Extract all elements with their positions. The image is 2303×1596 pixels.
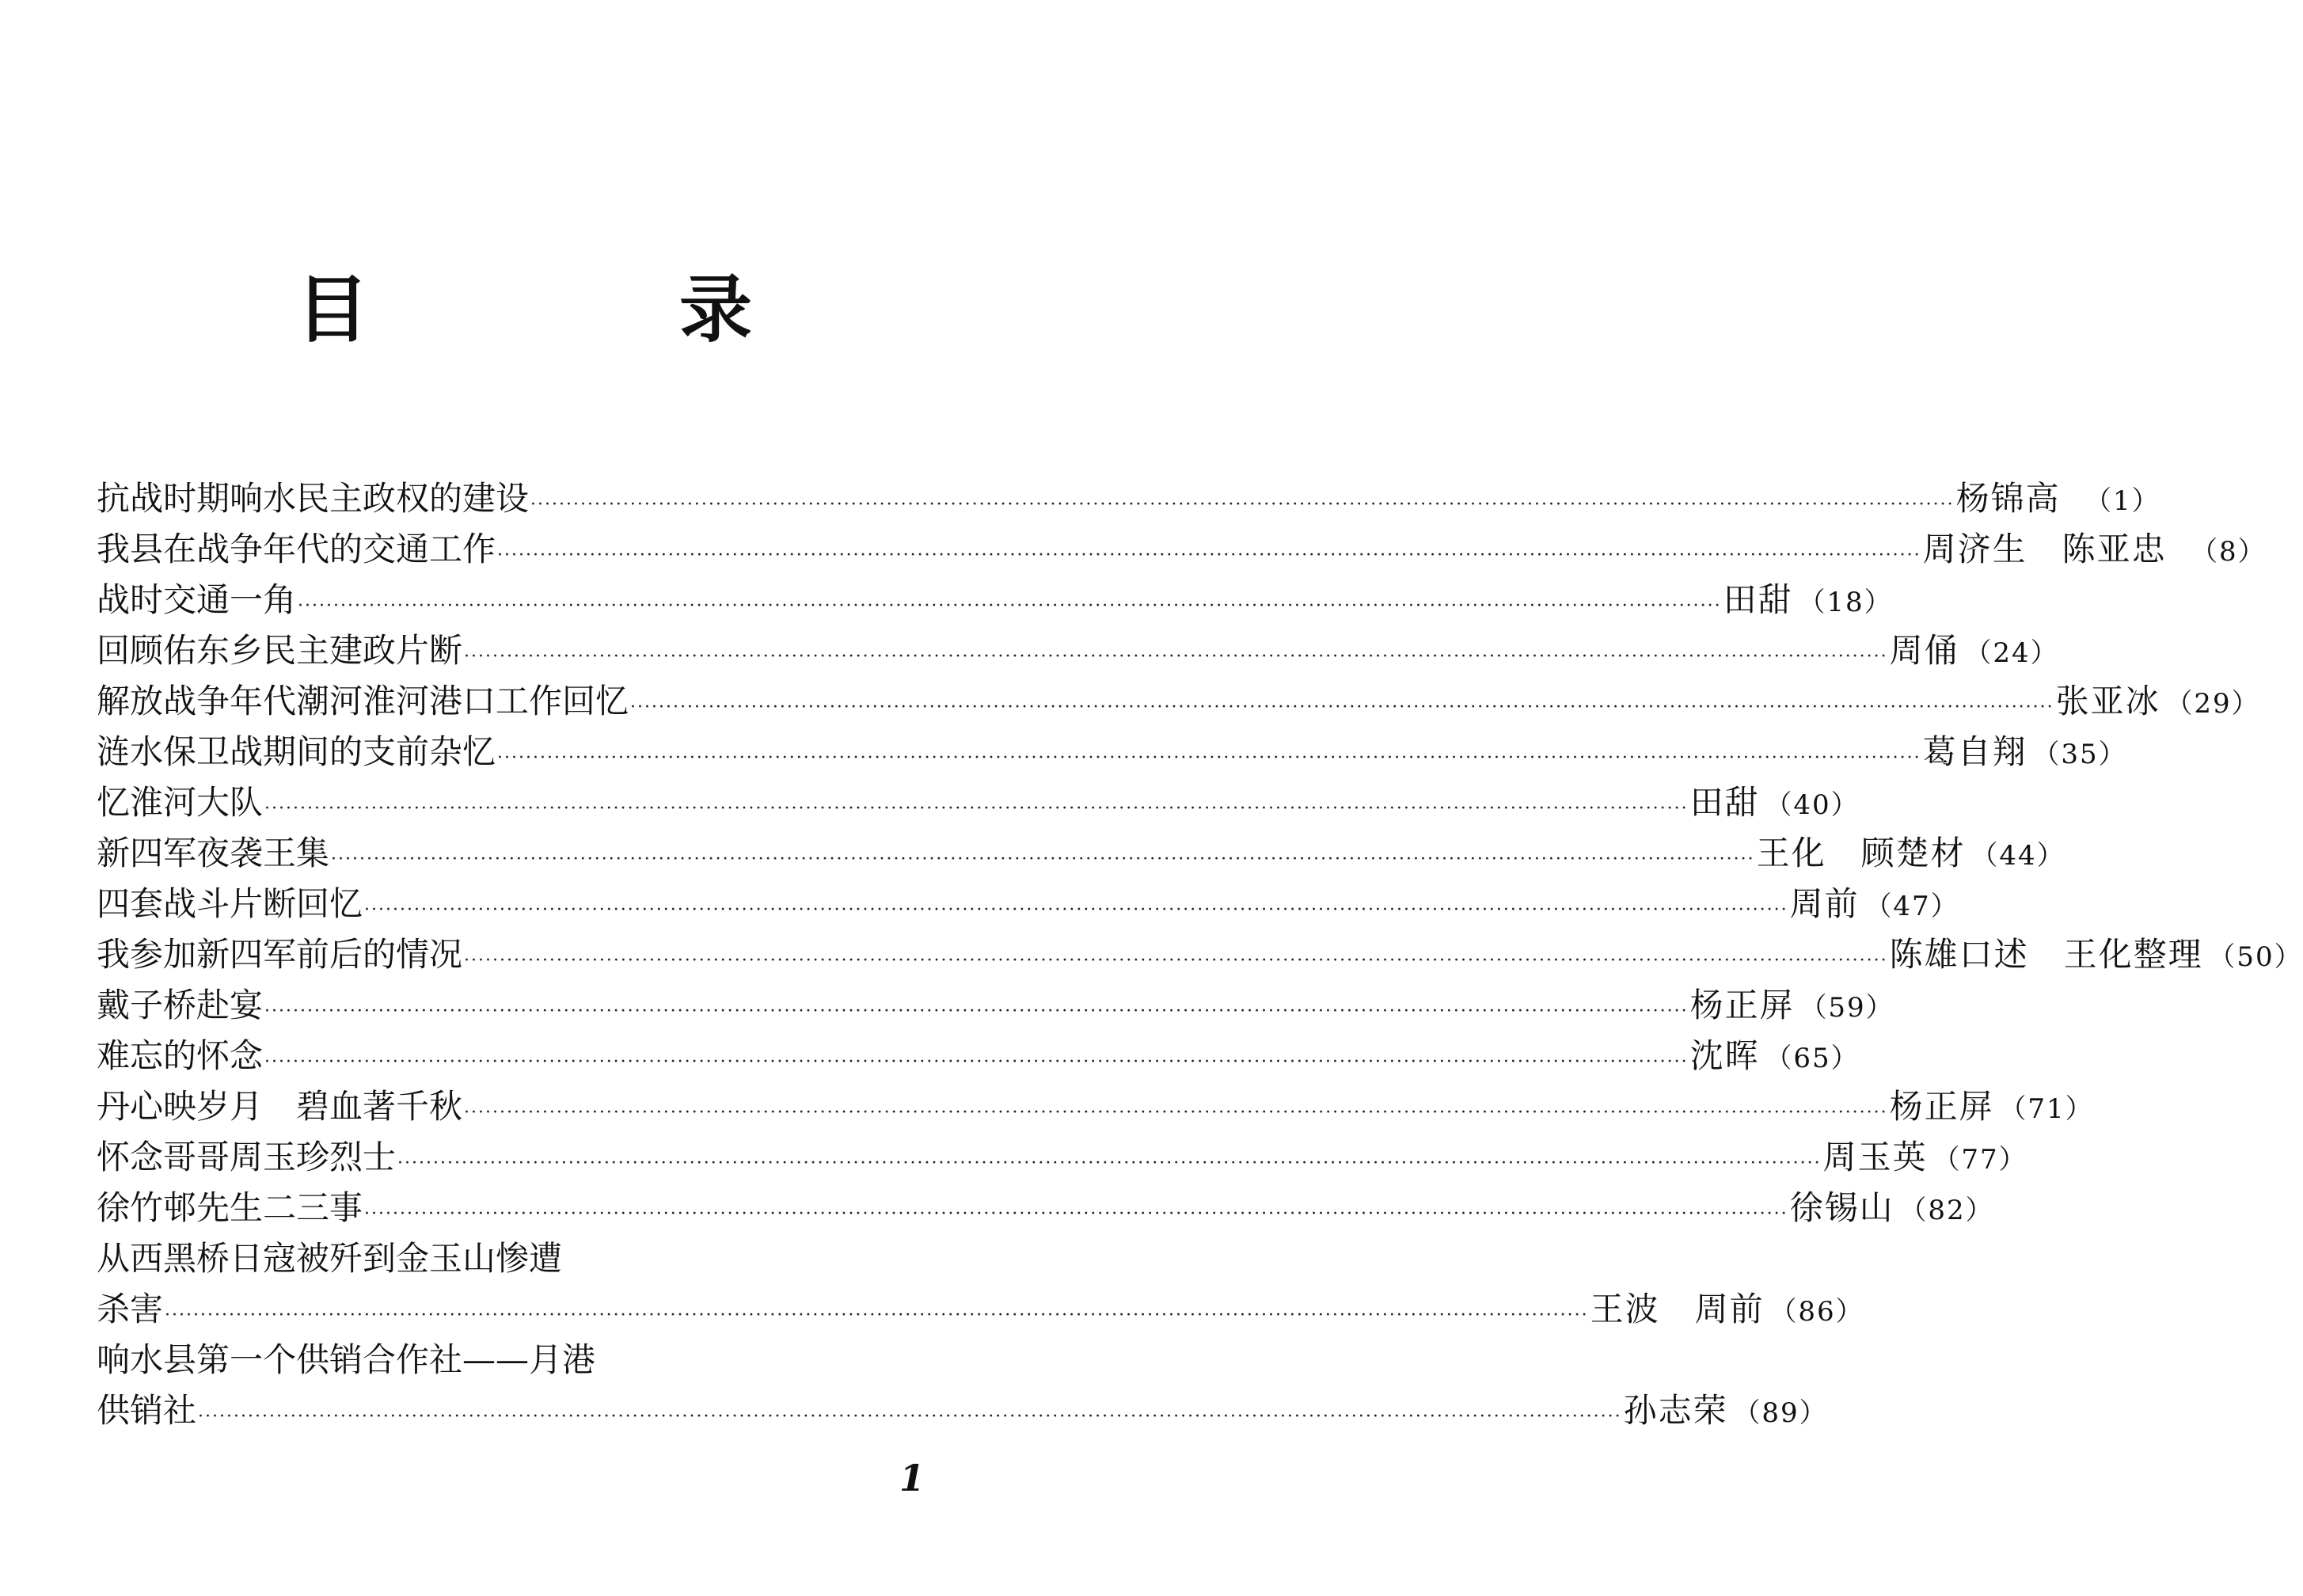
toc-entry-page: （71） — [1999, 1093, 2094, 1125]
toc-entry-title: 怀念哥哥周玉珍烈士 — [97, 1138, 397, 1176]
toc-entry-page: （86） — [1769, 1296, 1864, 1328]
toc-entry-title: 从西黑桥日寇被歼到金玉山惨遭 — [97, 1239, 563, 1278]
toc-entry[interactable] — [97, 1284, 1864, 1335]
dot-leader: ········································································································································································································ — [331, 849, 1755, 869]
toc-entry-author: 田甜 — [1689, 783, 1760, 822]
toc-entry-author: 王波 周前 — [1590, 1290, 1765, 1328]
toc-entry-author: 陈雄口述 王化整理 — [1889, 935, 2203, 974]
dot-leader: ········································································································································································································ — [264, 1001, 1689, 1021]
toc-entry-author: 徐锡山 — [1789, 1188, 1894, 1227]
dot-leader: ········································································································································································································ — [364, 1204, 1788, 1224]
toc-entry-page: （77） — [1932, 1144, 2027, 1176]
toc-entry-page: （8） — [2191, 536, 2267, 568]
toc-entry[interactable] — [97, 1081, 2094, 1132]
toc-entry-page: （18） — [1798, 587, 1893, 618]
toc-entry-title: 我县在战争年代的交通工作 — [97, 530, 496, 568]
dot-leader: ········································································································································································································ — [165, 1305, 1589, 1325]
toc-entry[interactable] — [97, 473, 2160, 524]
page-number: 1 — [899, 1457, 925, 1499]
toc-entry-page: （89） — [1733, 1397, 1828, 1429]
toc-entry[interactable] — [97, 575, 1893, 625]
dot-leader: ········································································································································································································ — [464, 951, 1888, 971]
toc-entry-author: 张亚冰 — [2055, 682, 2160, 720]
toc-entry-title: 解放战争年代潮河淮河港口工作回忆 — [97, 682, 629, 720]
toc-entry-title: 忆淮河大队 — [97, 783, 264, 822]
dot-leader: ········································································································································································································ — [530, 495, 1955, 515]
toc-entry-author: 周俑 — [1889, 631, 1959, 670]
toc-entry-author: 王化 顾楚材 — [1756, 834, 1966, 872]
toc-entry[interactable] — [97, 879, 1959, 929]
dot-leader: ········································································································································································································ — [364, 900, 1788, 920]
toc-entry[interactable] — [97, 1385, 1828, 1436]
toc-entry-page: （44） — [1970, 840, 2065, 872]
toc-entry-author: 孙志荣 — [1623, 1391, 1728, 1430]
toc-entry-author: 杨正屏 — [1889, 1087, 1994, 1126]
toc-entry-title: 四套战斗片断回忆 — [97, 884, 363, 923]
toc-entry-title: 新四军夜袭王集 — [97, 834, 330, 872]
toc-entry-title: 战时交通一角 — [97, 580, 297, 619]
toc-entry-author: 沈晖 — [1689, 1036, 1760, 1075]
dot-leader: ········································································································································································································ — [264, 1052, 1689, 1072]
toc-entry-page: （50） — [2208, 941, 2303, 973]
toc-entry-author: 田甜 — [1723, 580, 1793, 619]
dot-leader: ········································································································································································································ — [264, 799, 1689, 819]
toc-entry-author: 杨锦高 — [1955, 479, 2061, 518]
toc-entry[interactable] — [97, 1132, 2027, 1183]
toc-entry-title: 涟水保卫战期间的支前杂忆 — [97, 732, 496, 771]
dot-leader: ········································································································································································································ — [630, 697, 2054, 717]
toc-entry[interactable] — [97, 828, 2065, 879]
toc-entry-title: 戴子桥赴宴 — [97, 986, 264, 1024]
toc-entry-title-line[interactable] — [97, 1233, 961, 1284]
toc-entry[interactable] — [97, 1183, 1994, 1233]
toc-entry-author: 周前 — [1789, 884, 1860, 923]
toc-entry-page: （24） — [1964, 637, 2059, 669]
toc-entry[interactable] — [97, 777, 1860, 828]
toc-entry-title: 回顾佑东乡民主建政片断 — [97, 631, 463, 670]
toc-entry-page: （1） — [2084, 485, 2160, 517]
toc-entry-page: （82） — [1899, 1195, 1994, 1226]
toc-entry-title: 丹心映岁月 碧血著千秋 — [97, 1087, 463, 1126]
dot-leader: ········································································································································································································ — [497, 545, 1921, 565]
toc-entry-page: （29） — [2165, 688, 2260, 720]
toc-entry[interactable] — [97, 625, 2059, 676]
toc-entry-author: 周玉英 — [1822, 1138, 1928, 1176]
dot-leader: ········································································································································································································ — [298, 596, 1722, 616]
toc-entry-page: （47） — [1864, 891, 1959, 922]
page-title: 目 录 — [295, 267, 871, 352]
toc-entry-page: （40） — [1765, 789, 1860, 821]
toc-entry-page: （35） — [2032, 739, 2127, 770]
toc-entry-title: 供销社 — [97, 1391, 197, 1430]
toc-entry-title: 难忘的怀念 — [97, 1036, 264, 1075]
table-of-contents — [97, 473, 2303, 1436]
toc-entry[interactable] — [97, 727, 2127, 777]
toc-entry[interactable] — [97, 929, 2303, 980]
toc-entry-title: 响水县第一个供销合作社——月港 — [97, 1340, 596, 1379]
toc-entry[interactable] — [97, 524, 2267, 575]
toc-entry-title-line[interactable] — [97, 1335, 961, 1385]
toc-entry-title: 徐竹邨先生二三事 — [97, 1188, 363, 1227]
dot-leader: ········································································································································································································ — [198, 1407, 1622, 1427]
toc-entry-page: （59） — [1799, 992, 1894, 1024]
toc-entry-author: 周济生 陈亚忠 — [1922, 530, 2167, 568]
dot-leader: ········································································································································································································ — [464, 647, 1888, 667]
dot-leader: ········································································································································································································ — [497, 748, 1921, 768]
toc-entry-page: （65） — [1765, 1043, 1860, 1074]
toc-entry-author: 杨正屏 — [1689, 986, 1795, 1024]
toc-entry-title: 杀害 — [97, 1290, 164, 1328]
dot-leader: ········································································································································································································ — [397, 1153, 1822, 1173]
toc-entry[interactable] — [97, 1031, 1860, 1081]
toc-entry-title: 抗战时期响水民主政权的建设 — [97, 479, 530, 518]
toc-entry-title: 我参加新四军前后的情况 — [97, 935, 463, 974]
toc-entry[interactable] — [97, 980, 1894, 1031]
toc-entry[interactable] — [97, 676, 2260, 727]
toc-entry-author: 葛自翔 — [1922, 732, 2027, 771]
dot-leader: ········································································································································································································ — [464, 1103, 1888, 1123]
